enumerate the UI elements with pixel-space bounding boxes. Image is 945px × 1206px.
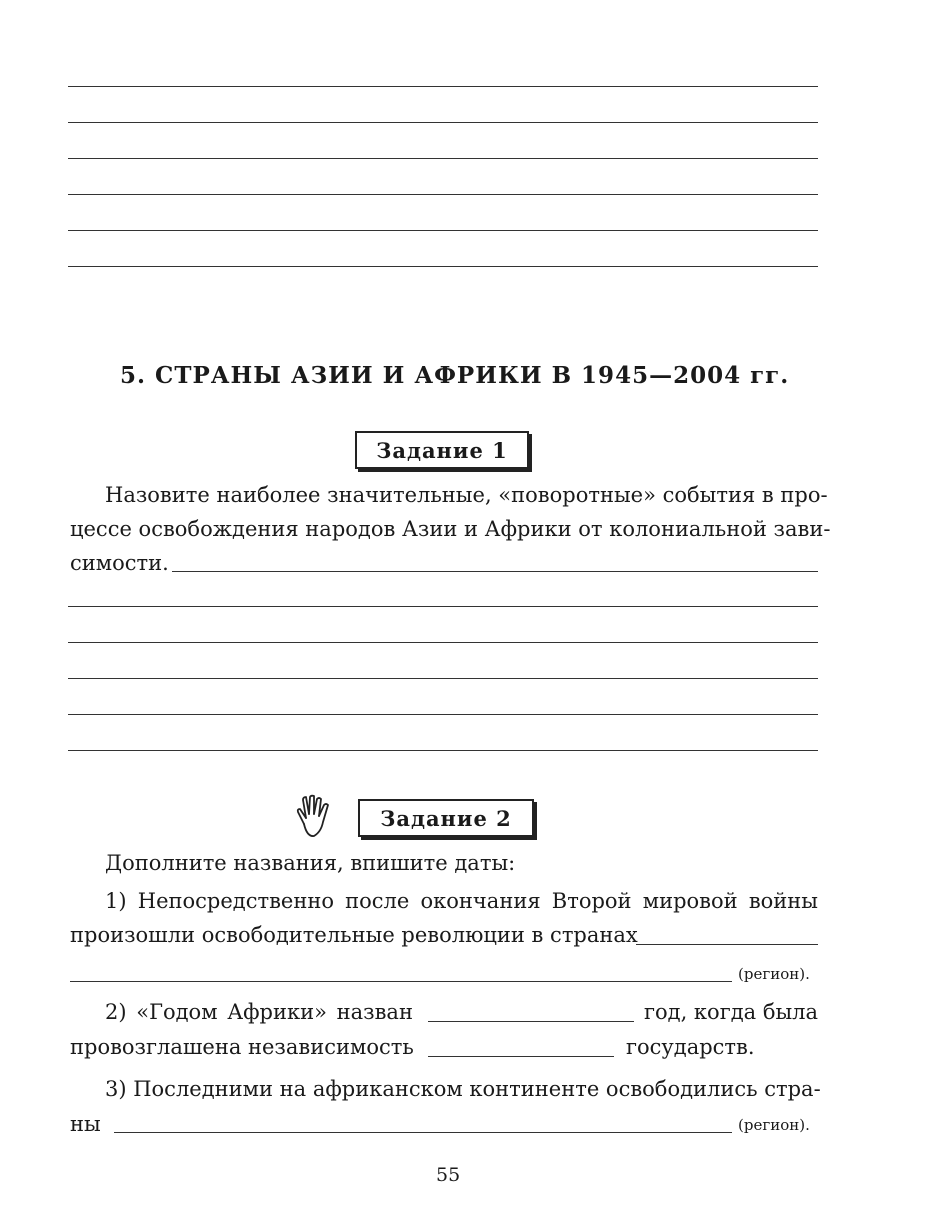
task-1-label: Задание 1	[355, 431, 529, 469]
task-2-q2-line-2b: государств.	[626, 1035, 755, 1059]
task-1-prompt-line-1: Назовите наиболее значительные, «поворотные» события в про-	[105, 483, 828, 507]
answer-line[interactable]	[68, 86, 818, 87]
answer-line[interactable]	[68, 714, 818, 715]
answer-line[interactable]	[68, 678, 818, 679]
task-2-q1-line-2: произошли освободительные революции в странах	[70, 923, 638, 947]
task-2-q1-line-1: 1) Непосредственно после окончания Второй мировой войны	[105, 889, 818, 913]
answer-line[interactable]	[68, 642, 818, 643]
answer-line[interactable]	[68, 122, 818, 123]
answer-line[interactable]	[68, 158, 818, 159]
task-2-q2-line-1b: год, когда была	[644, 1000, 819, 1024]
answer-line[interactable]	[114, 1132, 732, 1133]
hand-icon	[292, 794, 336, 840]
task-2-intro: Дополните названия, впишите даты:	[105, 851, 516, 875]
answer-line[interactable]	[428, 1056, 614, 1057]
task-2-q3-line-2: ны	[70, 1112, 101, 1136]
answer-line[interactable]	[68, 750, 818, 751]
answer-line[interactable]	[70, 981, 732, 982]
answer-line[interactable]	[68, 230, 818, 231]
answer-line[interactable]	[428, 1021, 634, 1022]
region-label: (регион).	[738, 965, 810, 983]
task-1-prompt-line-2: цессе освобождения народов Азии и Африки от колониальной зави-	[70, 517, 831, 541]
answer-line[interactable]	[636, 944, 818, 945]
region-label: (регион).	[738, 1116, 810, 1134]
task-2-q2-line-1a: 2) «Годом Африки» назван	[105, 1000, 413, 1024]
answer-line[interactable]	[68, 194, 818, 195]
task-2-label: Задание 2	[358, 799, 534, 837]
task-1-prompt-line-3: симости.	[70, 551, 169, 575]
answer-line[interactable]	[68, 266, 818, 267]
answer-line[interactable]	[68, 606, 818, 607]
task-2-q3-line-1: 3) Последними на африканском континенте освободились стра-	[105, 1077, 821, 1101]
section-title: 5. СТРАНЫ АЗИИ И АФРИКИ В 1945—2004 гг.	[120, 362, 790, 389]
task-2-q2-line-2a: провозглашена независимость	[70, 1035, 414, 1059]
page-number: 55	[436, 1164, 461, 1186]
answer-line[interactable]	[172, 571, 818, 572]
